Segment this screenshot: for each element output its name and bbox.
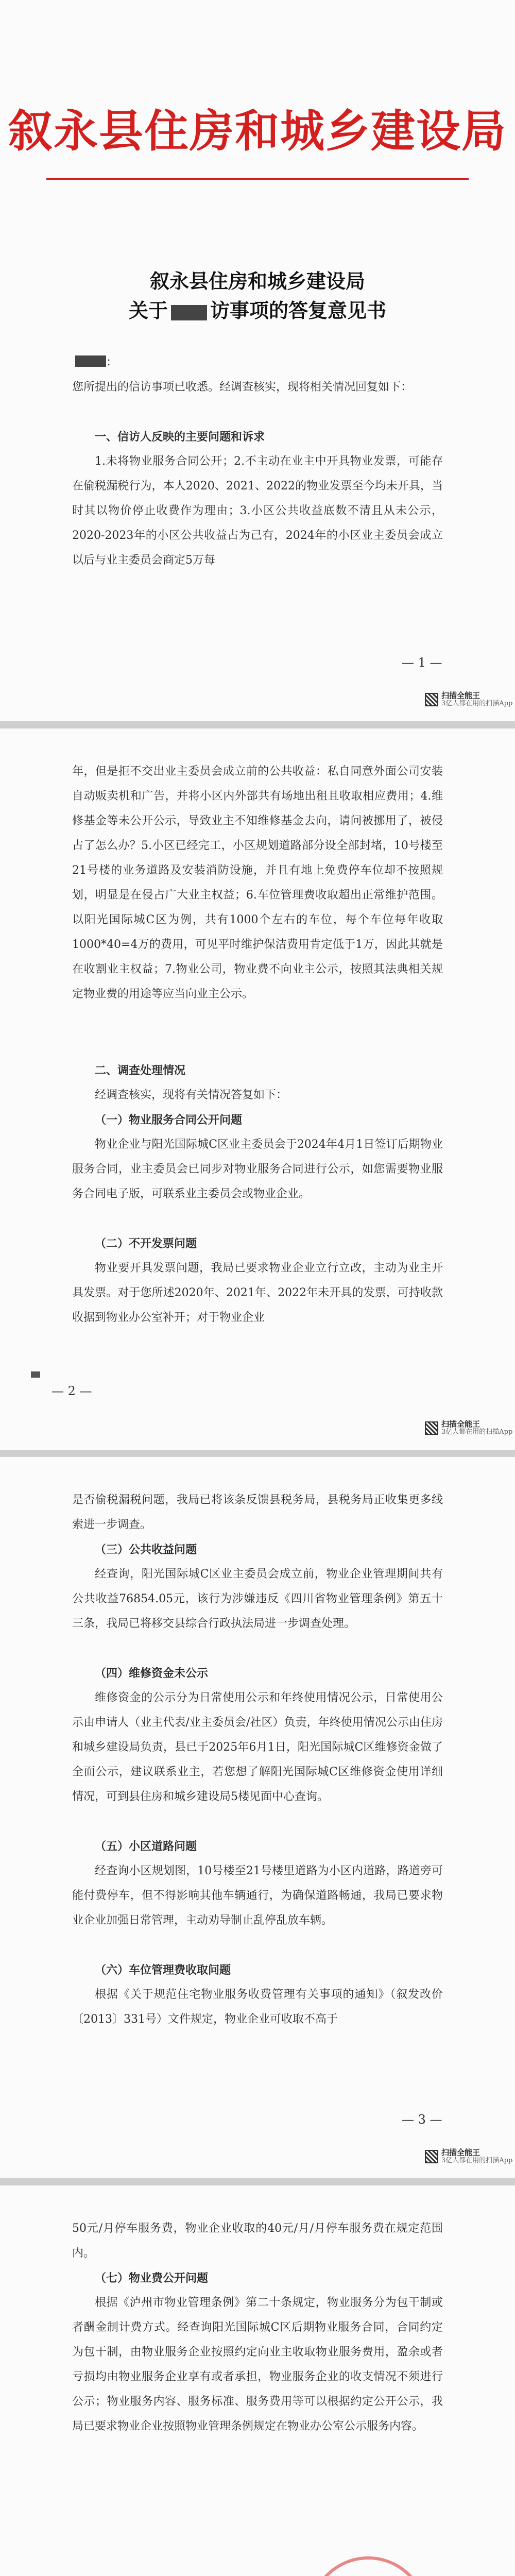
section-heading-2: 二、调查处理情况 [95,1064,186,1077]
scanner-app-name: 扫描全能王 [441,691,480,700]
body-paragraph: 物业要开具发票问题，我局已要求物业企业立行立改，主动为业主开具发票。对于您所述2020年、2021年、2022年未开具的发票，可持收款收据到物业办公室补开；对于物业企业 [72,1262,443,1324]
doc-title-line2 [0,295,515,323]
page-corner-mark [31,1371,40,1378]
scanner-app-tagline: 3亿人都在用的扫描App [441,1428,513,1436]
qr-code-icon [425,2150,438,2163]
subheading-maintenance-fund: （四）维修资金未公示 [95,1667,209,1680]
body-paragraph: 1.未将物业服务合同公开；2.不主动在业主中开具物业发票，可能存在偷税漏税行为，本人2020、2021、2022的物业发票至今均未开具，当时其以物价停止收费作为理由；3.小区公共收益底数不清且从未公示，2020-2023年的小区公共收益占为己有，2024年的小区业主委员会成立以后与业主委员会商定5万每 [72,455,443,567]
page-separator [0,2178,515,2185]
page-3 [0,1457,515,2178]
letterhead-rule [46,178,469,180]
body-paragraph: 经查询小区规划图，10号楼至21号楼里道路为小区内道路，路道旁可能付费停车，但不得影响其他车辆通行，为确保道路畅通，我局已要求物业企业加强日常管理，主动劝导制止乱停乱放车辆。 [72,1865,443,1927]
doc-title-suffix: 访事项的答复意见书 [210,299,387,322]
scanner-app-name: 扫描全能王 [441,2148,480,2157]
body-paragraph: 根据《泸州市物业管理条例》第二十条规定，物业服务分为包干制或者酬金制计费方式。经查询阳光国际城C区后期物业服务合同，合同约定为包干制，由物业服务企业按照约定向业主收取物业服务费用，盈余或者亏损均由物业服务企业享有或者承担，物业服务企业的收支情况不须进行公示；物业服务内容、服务标准、服务费用等可以根据约定公开公示，我局已要求物业企业按照物业管理条例规定在物业办公室公示服务内容。 [72,2296,443,2433]
page-number: — 3 — [402,2112,442,2127]
scanner-watermark [425,1420,512,1436]
page-separator [0,721,515,728]
body-paragraph: 50元/月停车服务费，物业企业收取的40元/月/月停车服务费在规定范围内。 [72,2222,443,2260]
page-separator [0,1450,515,1457]
addressee-colon: ： [106,356,118,369]
body-paragraph: 维修资金的公示分为日常使用公示和年终使用情况公示，日常使用公示由申请人（业主代表/业主委员会/社区）负责，年终使用情况公示由住房和城乡建设局负责，县已于2025年6月1日，阳光国际城C区维修资金做了全面公示，建议联系业主，若您想了解阳光国际城C区维修资金使用详细情况，可到县住房和城乡建设局5楼见面中心查询。 [72,1691,443,1803]
scanner-app-name: 扫描全能王 [441,1419,480,1429]
body-paragraph: 物业企业与阳光国际城C区业主委员会于2024年4月1日签订后期物业服务合同，业主委员会已同步对物业服务合同进行公示，如您需要物业服务合同电子版，可联系业主委员会或物业企业。 [72,1138,443,1200]
subheading-public-income: （三）公共收益问题 [95,1543,197,1556]
qr-code-icon [425,1421,438,1435]
body-paragraph: 经查询，阳光国际城C区业主委员会成立前，物业企业管理期间共有公共收益76854.05元，该行为涉嫌违反《四川省物业管理条例》第五十三条，我局已将移交县综合行政执法局进一步调查处理。 [72,1568,443,1630]
page-number: — 2 — [52,1384,92,1398]
scanner-app-tagline: 3亿人都在用的扫描App [441,2157,513,2164]
scanner-app-tagline: 3亿人都在用的扫描App [441,700,513,707]
body-paragraph: 经调查核实，现将有关情况答复如下： [95,1089,288,1101]
page-2 [0,728,515,1450]
body-paragraph: 年，但是拒不交出业主委员会成立前的公共收益：私自同意外面公司安装自动贩卖机和广告，并将小区内外部共有场地出租且收取相应费用；4.维修基金等未公开公示，导致业主不知维修基金去向，请问被挪用了，被侵占了怎么办？5.小区已经完工，小区规划道路部分设全部封堵，10号楼至21号楼的业务道路及安装消防设施，并且有地上免费停车位却不按照规划，明显是在侵占广大业主权益；6.车位管理费收取超出正常维护范围。以阳光国际城C区为例，共有1000个左右的车位，每个车位每年收取1000*40=4万的费用，可见平时维护保洁费用肯定低于1万，因此其就是在收割业主权益；7.物业公司，物业费不向业主公示，按照其法典相关规定物业费的用途等应当向业主公示。 [72,765,443,1001]
intro-paragraph: 您所提出的信访事项已收悉。经调查核实，现将相关情况回复如下： [72,381,413,394]
qr-code-icon [425,693,438,706]
doc-title-prefix: 关于 [128,299,168,322]
scanner-watermark [425,2148,512,2165]
page-4 [0,2185,515,2576]
letterhead: 叙永县住房和城乡建设局 [8,105,507,157]
doc-title-line1: 叙永县住房和城乡建设局 [149,269,365,293]
official-seal [309,2556,427,2576]
redacted-addressee-block [75,355,106,367]
subheading-parking-fee: （六）车位管理费收取问题 [95,1963,231,1977]
page-number: — 1 — [402,655,442,670]
scanner-watermark [425,691,512,708]
redacted-name-block [171,305,207,320]
page-1 [0,0,515,721]
body-paragraph: 是否偷税漏税问题，我局已将该条反馈县税务局，县税务局正收集更多线索进一步调查。 [72,1494,443,1531]
subheading-invoice: （二）不开发票问题 [95,1237,197,1250]
body-paragraph: 根据《关于规范住宅物业服务收费管理有关事项的通知》（叙发改价〔2013〕331号）文件规定，物业企业可收取不高于 [72,1988,443,2026]
section-heading-1: 一、信访人反映的主要问题和诉求 [95,430,265,444]
subheading-fee-disclosure: （七）物业费公开问题 [95,2272,209,2285]
subheading-contract: （一）物业服务合同公开问题 [95,1113,243,1127]
subheading-road: （五）小区道路问题 [95,1840,197,1853]
